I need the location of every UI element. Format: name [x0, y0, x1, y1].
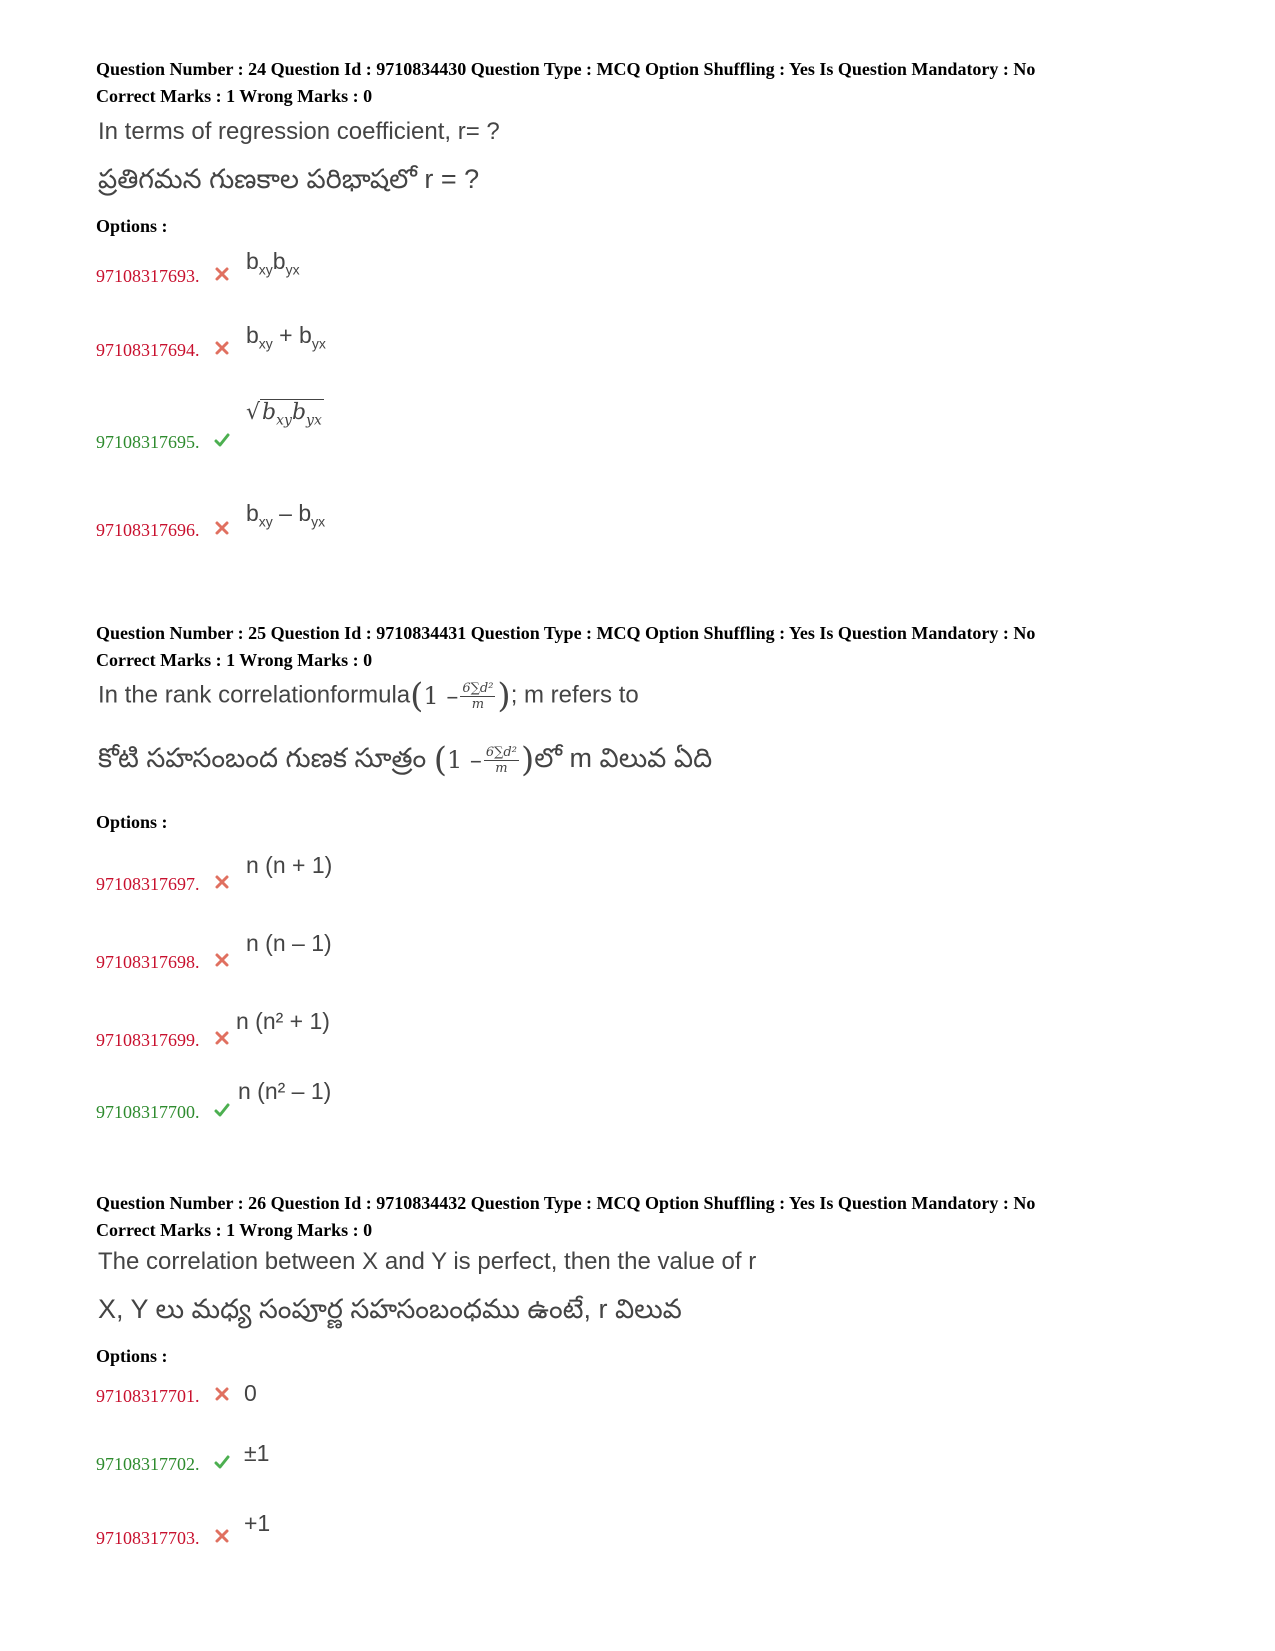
- check-icon: [214, 1454, 230, 1470]
- question-header: [96, 1190, 1216, 1244]
- formula-numerator: 6∑d²: [462, 680, 494, 696]
- formula-one: 1 –: [446, 746, 482, 774]
- options-label: Options :: [96, 812, 168, 832]
- option-value: ±1: [244, 1440, 270, 1466]
- option-value: n (n – 1): [246, 930, 332, 956]
- cross-icon: [214, 874, 230, 890]
- option-id: 97108317696.: [96, 520, 200, 540]
- formula-fraction: [460, 681, 495, 712]
- cross-icon: [214, 340, 230, 356]
- formula-denominator: m: [495, 760, 508, 776]
- question-24: [96, 56, 1216, 540]
- option-value: $b_{xy} + b_{yx}$: [246, 322, 326, 352]
- formula-one: 1 –: [423, 682, 459, 710]
- option-value: 0: [244, 1380, 257, 1406]
- question-text-telugu: X, Y లు మధ్య సంపూర్ణ సహసంబంధము ఉంటే, r విలువ: [98, 1294, 682, 1324]
- option-value: $b_{xy}b_{yx}$: [246, 248, 300, 278]
- question-text-prefix: కోటి సహసంబంద గుణక సూత్రం: [98, 743, 427, 774]
- option-value: n (n + 1): [246, 852, 333, 878]
- option-id: 97108317702.: [96, 1454, 200, 1474]
- question-text-suffix: లో m విలువ ఏది: [534, 743, 713, 774]
- options-label: Options :: [96, 1346, 168, 1366]
- option-value: n (n² + 1): [236, 1008, 330, 1034]
- question-text-english: In terms of regression coefficient, r= ?: [98, 118, 500, 145]
- question-text-telugu: కోటి సహసంబంద గుణక సూత్రం (1 – $\frac{\text{6∑d²}}{m}$ )లో m విలువ ఏది: [98, 740, 713, 780]
- question-marks-line: Correct Marks : 1 Wrong Marks : 0: [96, 1220, 373, 1240]
- options-label: Options :: [96, 216, 168, 236]
- cross-icon: [214, 1030, 230, 1046]
- question-text-english: The correlation between X and Y is perfect, then the value of r: [98, 1248, 757, 1275]
- question-meta-line: Question Number : 25 Question Id : 9710834431 Question Type : MCQ Option Shuffling : Yes Is Question Mandatory : No: [96, 623, 1036, 643]
- cross-icon: [214, 1386, 230, 1402]
- option-id: 97108317700.: [96, 1102, 200, 1122]
- question-text-prefix: In the rank correlationformula: [98, 681, 411, 709]
- option-id: 97108317699.: [96, 1030, 200, 1050]
- question-25: [96, 620, 1216, 1122]
- option-value: +1: [244, 1510, 271, 1536]
- option-value: $√b_{xy}b_{yx}$: [246, 400, 322, 429]
- question-26: [96, 1190, 1216, 1548]
- formula-fraction: [484, 745, 519, 776]
- option-id: 97108317701.: [96, 1386, 200, 1406]
- question-marks-line: Correct Marks : 1 Wrong Marks : 0: [96, 650, 373, 670]
- question-meta-line: Question Number : 26 Question Id : 9710834432 Question Type : MCQ Option Shuffling : Yes Is Question Mandatory : No: [96, 1193, 1036, 1213]
- cross-icon: [214, 1528, 230, 1544]
- question-text-suffix: ; m refers to: [510, 681, 639, 709]
- question-header: [96, 56, 1216, 110]
- question-meta-line: Question Number : 24 Question Id : 9710834430 Question Type : MCQ Option Shuffling : Yes Is Question Mandatory : No: [96, 59, 1036, 79]
- check-icon: [214, 432, 230, 448]
- formula-denominator: m: [471, 696, 485, 712]
- formula-numerator: 6∑d²: [485, 744, 517, 760]
- option-id: 97108317695.: [96, 432, 200, 452]
- question-text-telugu: ప్రతిగమన గుణకాల పరిభాషలో r = ?: [98, 164, 480, 194]
- option-id: 97108317693.: [96, 266, 200, 286]
- check-icon: [214, 1102, 230, 1118]
- option-id: 97108317703.: [96, 1528, 200, 1548]
- question-text-english: In the rank correlationformula(1 – $\frac{\text{6∑d²}}{m}$ ); m refers to: [98, 676, 639, 716]
- cross-icon: [214, 266, 230, 282]
- option-value: $b_{xy} - b_{yx}$: [246, 500, 326, 530]
- option-id: 97108317694.: [96, 340, 200, 360]
- cross-icon: [214, 952, 230, 968]
- option-value: n (n² – 1): [238, 1078, 332, 1104]
- option-id: 97108317697.: [96, 874, 200, 894]
- option-id: 97108317698.: [96, 952, 200, 972]
- cross-icon: [214, 520, 230, 536]
- question-marks-line: Correct Marks : 1 Wrong Marks : 0: [96, 86, 373, 106]
- question-header: [96, 620, 1216, 674]
